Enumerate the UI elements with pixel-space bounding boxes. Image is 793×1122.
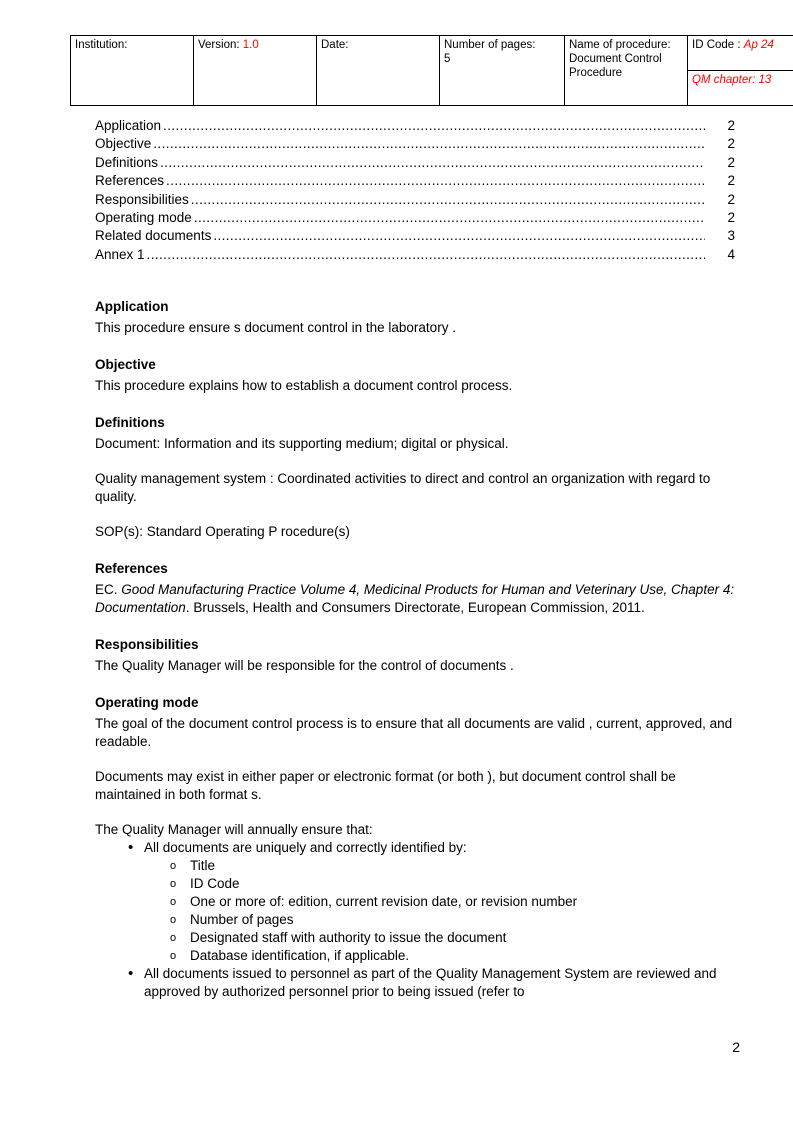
spacer xyxy=(95,506,740,523)
toc-entry-page: 2 xyxy=(727,154,735,170)
toc-leader-dots xyxy=(191,191,705,209)
section-heading-objective: Objective xyxy=(95,357,156,372)
id-code-subtable xyxy=(688,36,793,105)
id-code-row xyxy=(688,36,793,71)
spacer xyxy=(95,617,740,636)
toc-entry[interactable] xyxy=(95,135,735,153)
toc-entry-page: 4 xyxy=(727,246,735,262)
list-item-label: All documents are uniquely and correctly identified by: xyxy=(144,840,467,855)
list-item xyxy=(144,857,740,875)
definitions-paragraph-sop: SOP(s): Standard Operating P rocedure(s) xyxy=(95,524,350,539)
header-cell-number-of-pages xyxy=(440,36,565,106)
section-heading-operating-mode: Operating mode xyxy=(95,695,199,710)
bullet-disc-icon: • xyxy=(128,839,134,856)
number-of-pages-label: Number of pages: xyxy=(444,39,536,51)
operating-mode-bullet-list xyxy=(95,839,740,1001)
table-of-contents xyxy=(95,117,735,264)
date-label: Date: xyxy=(321,39,349,51)
document-body xyxy=(95,298,740,1001)
bullet-circle-icon: o xyxy=(170,878,177,890)
header-cell-institution xyxy=(71,36,194,106)
list-item xyxy=(144,929,740,947)
spacer xyxy=(95,751,740,768)
toc-entry-label: Application xyxy=(95,118,162,133)
bullet-disc-icon: • xyxy=(128,965,134,982)
toc-entry-page: 2 xyxy=(727,173,735,189)
list-item xyxy=(95,839,740,965)
id-code-value: Ap 24 xyxy=(743,39,774,51)
toc-entry[interactable] xyxy=(95,117,735,135)
toc-entry-label: Operating mode xyxy=(95,210,192,226)
list-item-label: Database identification, if applicable. xyxy=(190,948,410,963)
toc-entry-label: References xyxy=(95,173,165,189)
spacer xyxy=(95,395,740,414)
page-number: 2 xyxy=(732,1039,740,1055)
list-item xyxy=(144,893,740,911)
toc-entry[interactable] xyxy=(95,209,735,227)
name-of-procedure-label: Name of procedure: xyxy=(569,39,671,51)
header-cell-qm-chapter xyxy=(688,71,793,106)
toc-leader-dots xyxy=(213,227,705,245)
bullet-circle-icon: o xyxy=(170,860,177,872)
toc-leader-dots xyxy=(147,246,705,264)
list-item xyxy=(144,875,740,893)
operating-mode-paragraph-1: The goal of the document control process is to ensure that all documents are valid , current, approved, and readable. xyxy=(95,716,733,749)
toc-entry-label: Objective xyxy=(95,136,152,152)
operating-mode-paragraph-2: Documents may exist in either paper or electronic format (or both ), but document control shall be maintained in both format s. xyxy=(95,769,676,802)
section-heading-references: References xyxy=(95,561,168,576)
header-cell-id-code xyxy=(688,36,793,71)
section-heading-responsibilities: Responsibilities xyxy=(95,637,199,652)
list-item-label: All documents issued to personnel as part of the Quality Management System are reviewed and approved by authorized personnel prior to being issued (refer to xyxy=(144,966,717,999)
toc-leader-dots xyxy=(163,117,705,135)
operating-mode-sub-list xyxy=(144,857,740,965)
toc-leader-dots xyxy=(153,135,705,153)
id-code-label: ID Code : xyxy=(692,39,741,51)
version-value: 1.0 xyxy=(242,39,259,51)
section-body-references xyxy=(95,581,740,617)
section-body-responsibilities: The Quality Manager will be responsible for the control of documents . xyxy=(95,658,514,673)
spacer xyxy=(95,453,740,470)
toc-entry-page: 2 xyxy=(727,210,735,226)
section-body-objective: This procedure explains how to establish a document control process. xyxy=(95,378,513,393)
header-table-row xyxy=(71,36,793,106)
section-heading-application: Application xyxy=(95,299,169,314)
spacer xyxy=(95,675,740,694)
institution-label: Institution: xyxy=(75,39,128,51)
spacer xyxy=(95,804,740,821)
toc-leader-dots xyxy=(160,154,705,172)
qm-chapter-row xyxy=(688,71,793,106)
definitions-paragraph-document: Document: Information and its supporting medium; digital or physical. xyxy=(95,436,509,451)
toc-entry[interactable] xyxy=(95,227,735,245)
list-item-label: One or more of: edition, current revision date, or revision number xyxy=(190,894,578,909)
list-item xyxy=(144,947,740,965)
spacer xyxy=(95,541,740,560)
list-item xyxy=(95,965,740,1001)
bullet-circle-icon: o xyxy=(170,914,177,926)
header-cell-date xyxy=(317,36,440,106)
header-cell-name-of-procedure xyxy=(565,36,688,106)
toc-entry-label: Annex 1 xyxy=(95,246,145,262)
list-item-label: Title xyxy=(190,858,216,873)
toc-entry-label: Responsibilities xyxy=(95,191,189,207)
definitions-paragraph-qms: Quality management system : Coordinated activities to direct and control an organization with regard to quality. xyxy=(95,471,711,504)
toc-entry[interactable] xyxy=(95,191,735,209)
header-cell-id-code-group xyxy=(688,36,793,106)
list-item-label: Designated staff with authority to issue the document xyxy=(190,930,507,945)
section-body-application: This procedure ensure s document control in the laboratory . xyxy=(95,320,456,335)
document-header-table xyxy=(70,35,793,106)
header-cell-version xyxy=(194,36,317,106)
name-of-procedure-value: Document Control Procedure xyxy=(569,53,662,79)
toc-entry[interactable] xyxy=(95,246,735,264)
list-item-label: Number of pages xyxy=(190,912,294,927)
reference-suffix: . Brussels, Health and Consumers Directorate, European Commission, 2011. xyxy=(185,600,645,615)
bullet-circle-icon: o xyxy=(170,932,177,944)
qm-chapter-value: QM chapter: 13 xyxy=(692,74,772,86)
operating-mode-paragraph-3: The Quality Manager will annually ensure that: xyxy=(95,822,373,837)
toc-leader-dots xyxy=(194,209,705,227)
toc-entry-page: 2 xyxy=(727,191,735,207)
bullet-circle-icon: o xyxy=(170,950,177,962)
toc-entry[interactable] xyxy=(95,154,735,172)
toc-entry-label: Related documents xyxy=(95,228,212,244)
toc-entry-page: 2 xyxy=(727,118,735,133)
bullet-circle-icon: o xyxy=(170,896,177,908)
toc-entry-page: 2 xyxy=(727,136,735,152)
toc-leader-dots xyxy=(166,172,705,190)
toc-entry-page: 3 xyxy=(727,228,735,244)
reference-prefix: EC. xyxy=(95,582,118,597)
toc-entry-label: Definitions xyxy=(95,154,159,170)
spacer xyxy=(95,337,740,356)
list-item xyxy=(144,911,740,929)
section-heading-definitions: Definitions xyxy=(95,415,165,430)
version-label: Version: xyxy=(198,39,240,51)
number-of-pages-value: 5 xyxy=(444,53,451,65)
list-item-label: ID Code xyxy=(190,876,240,891)
reference-title-italic: Good Manufacturing Practice Volume 4, Medicinal Products for Human and Veterinary Use, Chapter 4: Documentation xyxy=(95,582,735,615)
toc-entry[interactable] xyxy=(95,172,735,190)
